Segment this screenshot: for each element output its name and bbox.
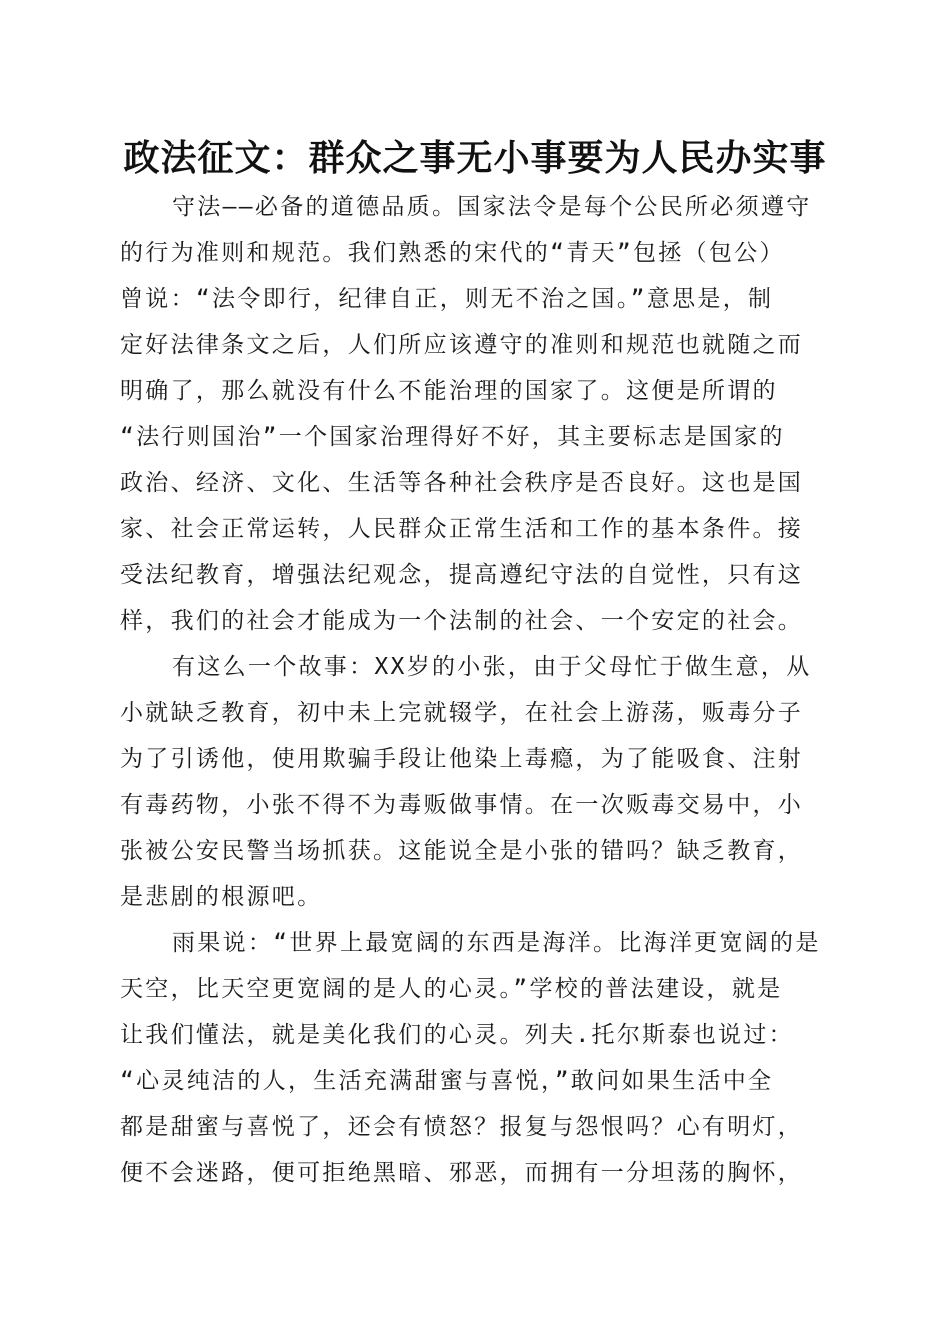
text-line: 受法纪教育，增强法纪观念，提高遵纪守法的自觉性，只有这 [120,562,804,588]
text-line: 守法——必备的道德品质。国家法令是每个公民所必须遵守 [172,194,812,220]
paragraph-3 [120,920,832,1196]
text-line: 是悲剧的根源吧。 [120,884,323,910]
text-line: “法行则国治”一个国家治理得好不好，其主要标志是国家的 [120,424,785,450]
text-line: 都是甜蜜与喜悦了，还会有愤怒？报复与怨恨吗？心有明灯， [120,1114,804,1140]
text-line: 天空，比天空更宽阔的是人的心灵。”学校的普法建设，就是 [120,976,783,1002]
text-line: 便不会迷路，便可拒绝黑暗、邪恶，而拥有一分坦荡的胸怀， [120,1160,804,1186]
text-line: 曾说：“法令即行，纪律自正，则无不治之国。”意思是，制 [120,286,774,312]
paragraph-1 [120,184,832,644]
text-line: 的行为准则和规范。我们熟悉的宋代的“青天”包拯（包公） [120,240,785,266]
text-line: 有这么一个故事：XX岁的小张，由于父母忙于做生意，从 [172,654,812,680]
text-line: 张被公安民警当场抓获。这能说全是小张的错吗？缺乏教育， [120,838,804,864]
text-line: 有毒药物，小张不得不为毒贩做事情。在一次贩毒交易中，小 [120,792,804,818]
paragraph-2 [120,644,832,920]
text-line: “心灵纯洁的人，生活充满甜蜜与喜悦，”敢问如果生活中全 [120,1068,774,1094]
text-line: 让我们懂法，就是美化我们的心灵。列夫.托尔斯泰也说过： [120,1022,794,1048]
text-line: 定好法律条文之后，人们所应该遵守的准则和规范也就随之而 [120,332,804,358]
text-line: 家、社会正常运转，人民群众正常生活和工作的基本条件。接 [120,516,804,542]
text-line: 为了引诱他，使用欺骗手段让他染上毒瘾，为了能吸食、注射 [120,746,804,772]
text-line: 政治、经济、文化、生活等各种社会秩序是否良好。这也是国 [120,470,804,496]
text-line: 明确了，那么就没有什么不能治理的国家了。这便是所谓的 [120,378,778,404]
text-line: 小就缺乏教育，初中未上完就辍学，在社会上游荡，贩毒分子 [120,700,804,726]
text-line: 样，我们的社会才能成为一个法制的社会、一个安定的社会。 [120,608,804,634]
document-body [120,184,832,1196]
text-line: 雨果说：“世界上最宽阔的东西是海洋。比海洋更宽阔的是 [172,930,821,956]
document-title: 政法征文：群众之事无小事要为人民办实事 [123,137,827,179]
